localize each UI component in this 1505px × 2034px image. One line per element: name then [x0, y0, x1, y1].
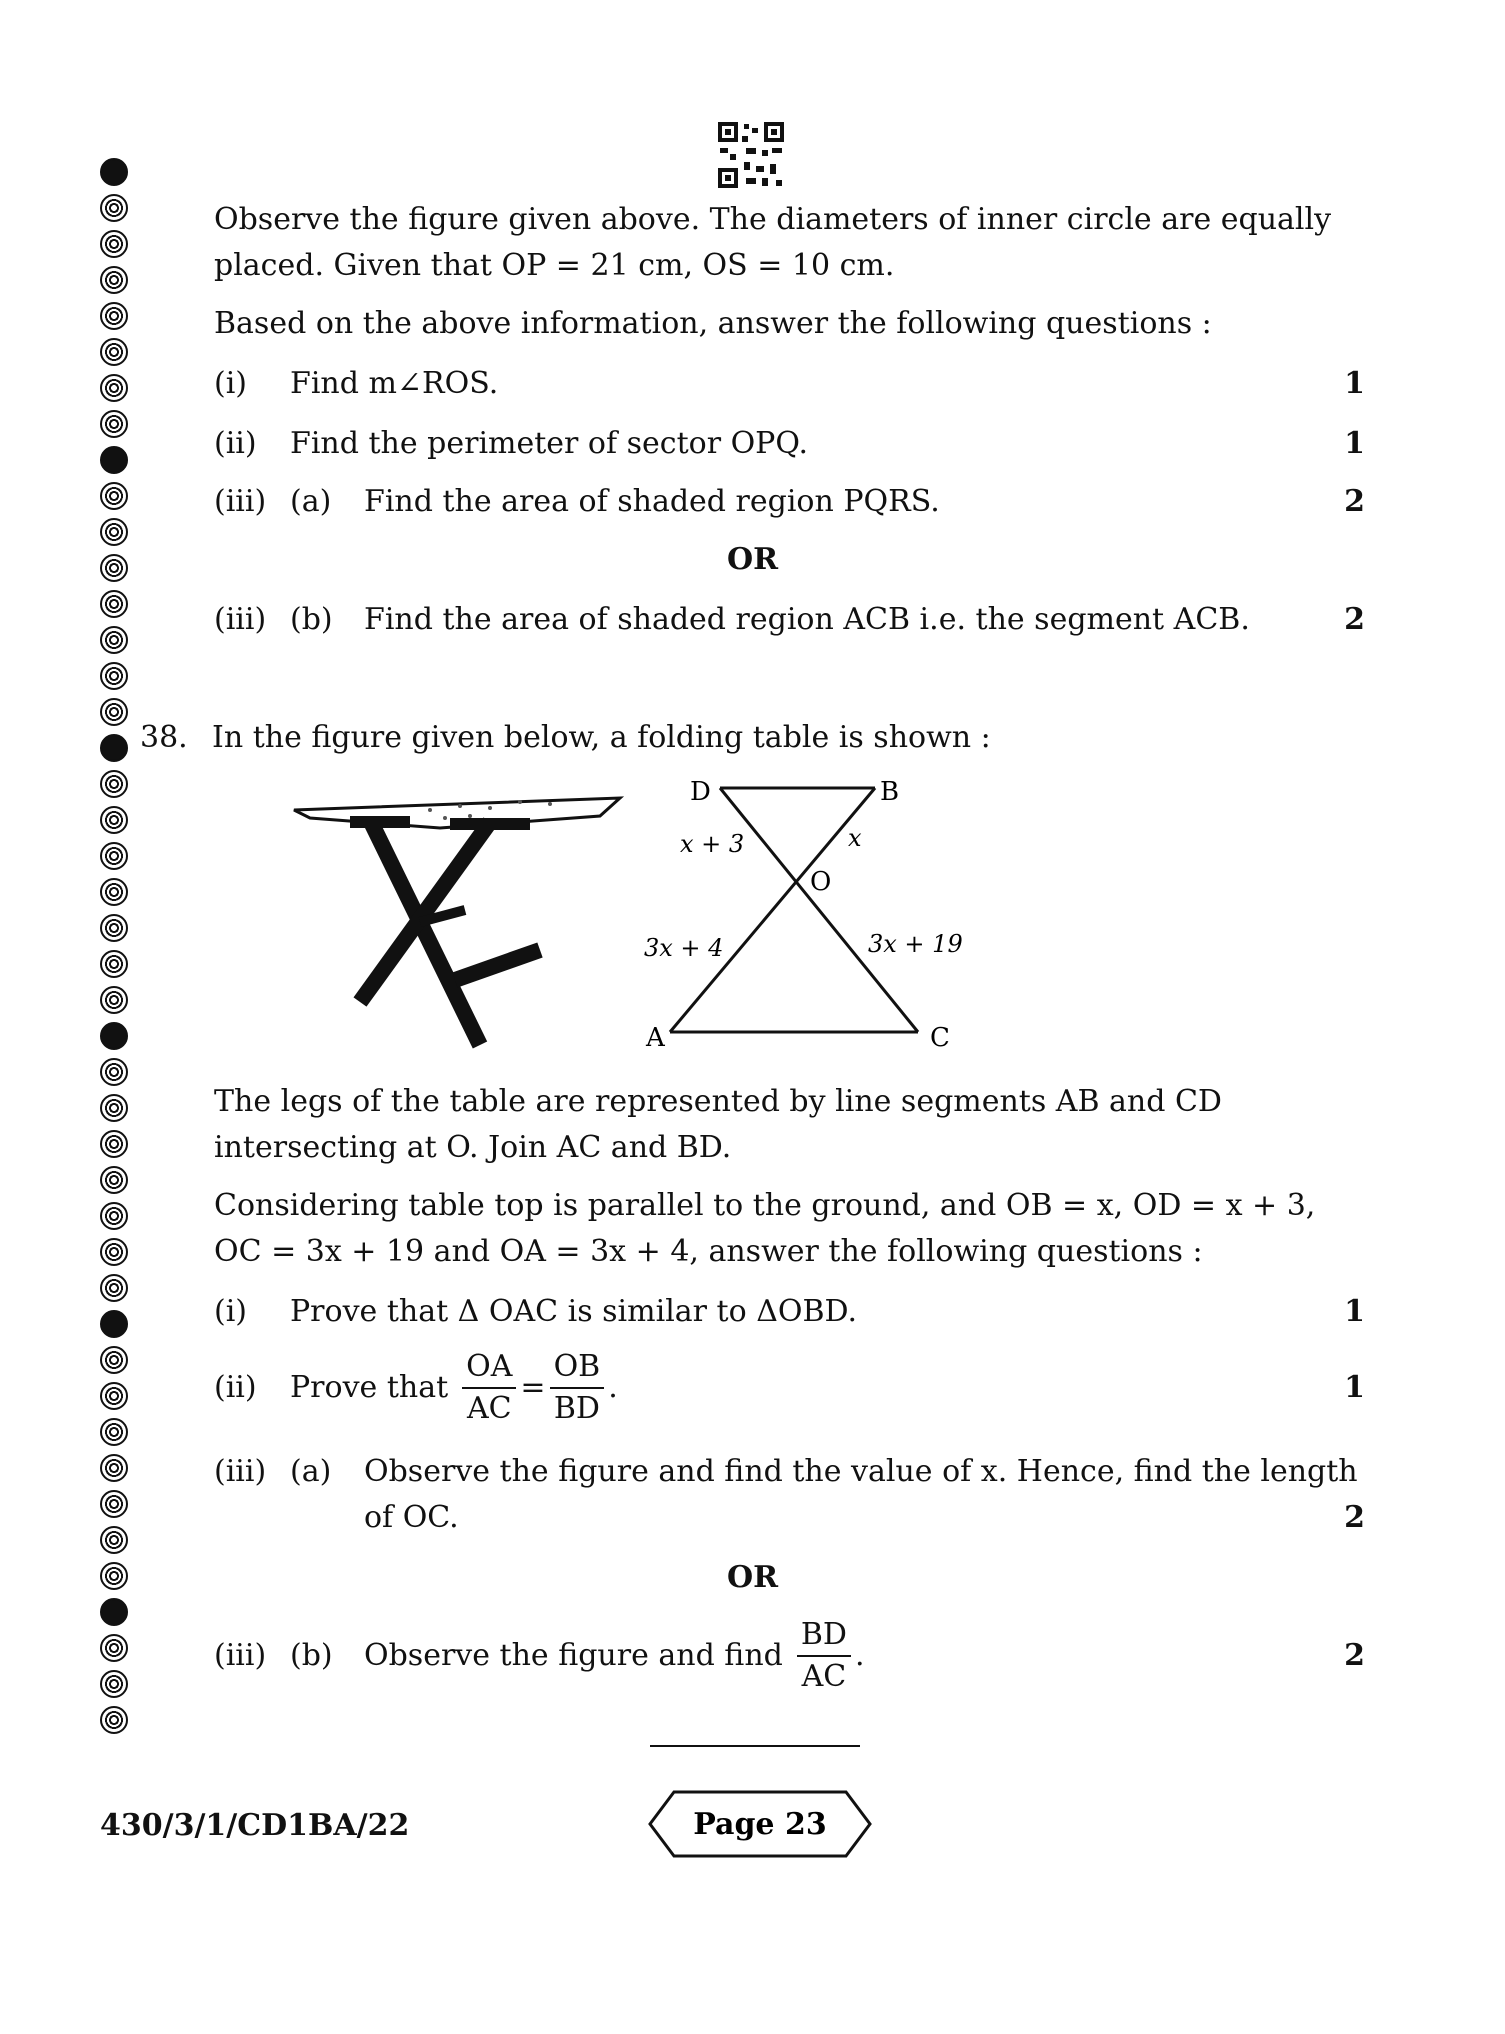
q37-part-iiia-text: Find the area of shaded region PQRS. [364, 484, 940, 519]
q38-part-iiia-sub: (a) [290, 1454, 332, 1489]
period: . [854, 1638, 865, 1673]
label-C: C [930, 1023, 950, 1053]
q38-intro: In the figure given below, a folding table is shown : [212, 720, 991, 755]
label-B: B [880, 777, 900, 807]
page-number-badge [648, 1790, 872, 1858]
equals-sign: = [520, 1370, 546, 1405]
fraction-ob-bd [550, 1347, 605, 1429]
q37-part-iiib-num: (iii) [214, 602, 267, 637]
q38-part-ii-statement [290, 1344, 618, 1432]
q37-part-i-num: (i) [214, 366, 248, 401]
margin-circle [100, 1418, 128, 1446]
fraction-numerator: OA [462, 1347, 516, 1389]
label-oa: 3x + 4 [644, 934, 724, 962]
fraction-denominator: AC [801, 1659, 847, 1694]
q37-part-i-marks: 1 [1344, 366, 1365, 401]
page-number: Page 23 [693, 1807, 827, 1842]
folding-table-illustration [290, 780, 630, 1060]
margin-circle [100, 1130, 128, 1158]
q37-part-iiib-sub: (b) [290, 602, 333, 637]
margin-circle [100, 1238, 128, 1266]
margin-circle [100, 1058, 128, 1086]
margin-circle [100, 662, 128, 690]
end-divider [650, 1745, 860, 1747]
label-od: x + 3 [680, 830, 745, 858]
q38-para1-line2: intersecting at O. Join AC and BD. [214, 1130, 732, 1165]
q38-part-iiib-num: (iii) [214, 1638, 267, 1673]
q38-part-iiia-marks: 2 [1344, 1500, 1365, 1535]
margin-circle [100, 1706, 128, 1734]
q37-part-ii-marks: 1 [1344, 426, 1365, 461]
fraction-denominator: BD [553, 1391, 600, 1426]
q37-part-iiia-sub: (a) [290, 484, 332, 519]
fraction-bd-ac [797, 1615, 851, 1697]
margin-circle [100, 302, 128, 330]
margin-circle [100, 626, 128, 654]
label-oc: 3x + 19 [868, 930, 963, 958]
margin-circle-strip [100, 158, 134, 1742]
triangle-figure [640, 770, 970, 1060]
q38-part-ii-num: (ii) [214, 1370, 257, 1405]
margin-circle [100, 374, 128, 402]
fraction-numerator: OB [550, 1347, 605, 1389]
q37-part-i-text: Find m∠ROS. [290, 366, 499, 401]
q37-part-iiia-marks: 2 [1344, 484, 1365, 519]
q37-instruction: Based on the above information, answer the following questions : [214, 306, 1212, 341]
q37-part-ii-num: (ii) [214, 426, 257, 461]
q38-part-iiib-marks: 2 [1344, 1638, 1365, 1673]
paper-code: 430/3/1/CD1BA/22 [100, 1808, 410, 1843]
margin-circle [100, 590, 128, 618]
margin-circle [100, 950, 128, 978]
qr-code-icon [716, 120, 786, 190]
label-ob: x [848, 824, 862, 852]
q38-para2-line1: Considering table top is parallel to the ground, and OB = x, OD = x + 3, [214, 1188, 1316, 1223]
fraction-denominator: AC [466, 1391, 512, 1426]
q37-part-iiib-text: Find the area of shaded region ACB i.e. the segment ACB. [364, 602, 1250, 637]
q38-part-iiib-sub: (b) [290, 1638, 333, 1673]
q38-number: 38. [140, 720, 188, 755]
margin-circle [100, 770, 128, 798]
q38-part-iiib-statement [364, 1612, 865, 1700]
margin-circle [100, 734, 128, 762]
margin-circle [100, 1490, 128, 1518]
margin-circle [100, 1526, 128, 1554]
margin-circle [100, 914, 128, 942]
q38-part-iiia-text2: of OC. [364, 1500, 459, 1535]
q37-or: OR [726, 542, 779, 577]
margin-circle [100, 410, 128, 438]
margin-circle [100, 230, 128, 258]
q37-part-ii-text: Find the perimeter of sector OPQ. [290, 426, 808, 461]
margin-circle [100, 158, 128, 186]
q38-part-i-num: (i) [214, 1294, 248, 1329]
margin-circle [100, 266, 128, 294]
q37-intro-line1: Observe the figure given above. The diameters of inner circle are equally [214, 202, 1332, 237]
q38-para1-line1: The legs of the table are represented by line segments AB and CD [214, 1084, 1222, 1119]
margin-circle [100, 878, 128, 906]
label-D: D [690, 777, 711, 807]
margin-circle [100, 1670, 128, 1698]
margin-circle [100, 806, 128, 834]
margin-circle [100, 1598, 128, 1626]
margin-circle [100, 986, 128, 1014]
q38-part-iiia-num: (iii) [214, 1454, 267, 1489]
label-O: O [810, 867, 832, 897]
q38-or: OR [726, 1560, 779, 1595]
period: . [608, 1370, 618, 1405]
fraction-numerator: BD [797, 1615, 851, 1657]
margin-circle [100, 1274, 128, 1302]
q38-part-ii-marks: 1 [1344, 1370, 1365, 1405]
margin-circle [100, 1454, 128, 1482]
label-A: A [646, 1023, 665, 1053]
margin-circle [100, 1094, 128, 1122]
q38-part-iiib-text: Observe the figure and find [364, 1638, 783, 1673]
q38-part-iiia-text1: Observe the figure and find the value of x. Hence, find the length [364, 1454, 1358, 1489]
margin-circle [100, 698, 128, 726]
margin-circle [100, 338, 128, 366]
margin-circle [100, 1022, 128, 1050]
fraction-oa-ac [462, 1347, 516, 1429]
margin-circle [100, 1202, 128, 1230]
margin-circle [100, 1382, 128, 1410]
margin-circle [100, 482, 128, 510]
margin-circle [100, 1166, 128, 1194]
margin-circle [100, 194, 128, 222]
margin-circle [100, 446, 128, 474]
q37-part-iiib-marks: 2 [1344, 602, 1365, 637]
margin-circle [100, 842, 128, 870]
q38-part-ii-text: Prove that [290, 1370, 449, 1405]
q38-part-i-text: Prove that Δ OAC is similar to ΔOBD. [290, 1294, 858, 1329]
margin-circle [100, 1346, 128, 1374]
margin-circle [100, 1634, 128, 1662]
margin-circle [100, 1310, 128, 1338]
q38-part-i-marks: 1 [1344, 1294, 1365, 1329]
q37-part-iiia-num: (iii) [214, 484, 267, 519]
q37-intro-line2: placed. Given that OP = 21 cm, OS = 10 cm. [214, 248, 895, 283]
q38-para2-line2: OC = 3x + 19 and OA = 3x + 4, answer the following questions : [214, 1234, 1203, 1269]
